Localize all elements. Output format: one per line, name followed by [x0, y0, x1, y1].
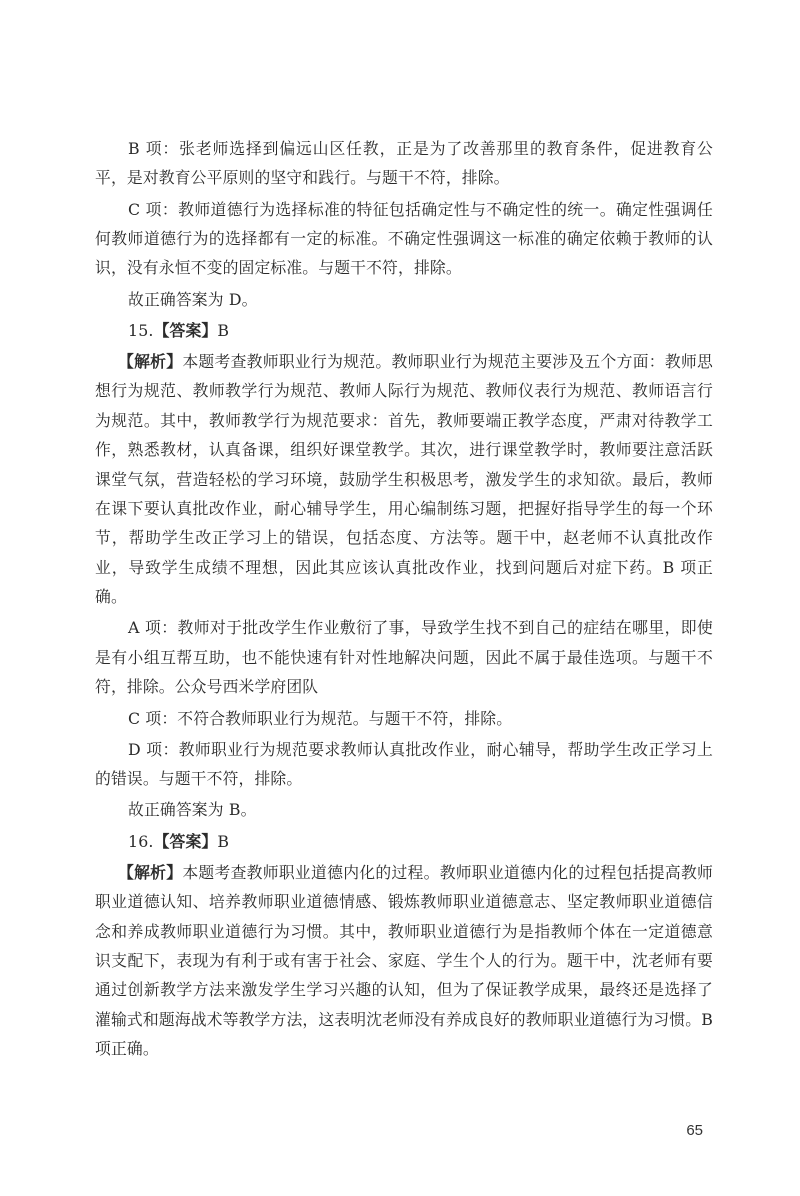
- answer-label: 【答案】: [153, 320, 218, 340]
- paragraph-text: B 项：张老师选择到偏远山区任教，正是为了改善那里的教育条件，促进教育公平，是对教育公平原则的坚守和践行。与题干不符，排除。: [95, 139, 713, 188]
- explanation-label: 【解析】: [118, 352, 183, 372]
- question-16-explanation: [95, 858, 713, 1064]
- explanation-text: 本题考查教师职业行为规范。教师职业行为规范主要涉及五个方面：教师思想行为规范、教师教学行为规范、教师人际行为规范、教师仪表行为规范、教师语言行为规范。其中，教师教学行为规范要求：首先，教师要端正教学态度，严肃对待教学工作，熟悉教材，认真备课，组织好课堂教学。其次，进行课堂教学时，教师要注意活跃课堂气氛，营造轻松的学习环境，鼓励学生积极思考，激发学生的求知欲。最后，教师在课下要认真批改作业，耐心辅导学生，用心编制练习题，把握好指导学生的每一个环节，帮助学生改正学习上的错误，包括态度、方法等。题干中，赵老师不认真批改作业，导致学生成绩不理想，因此其应该认真批改作业，找到问题后对症下药。B 项正确。: [95, 352, 713, 607]
- answer-value: B: [217, 831, 230, 851]
- paragraph-text: D 项：教师职业行为规范要求教师认真批改作业，耐心辅导，帮助学生改正学习上的错误。与题干不符，排除。: [95, 739, 713, 789]
- paragraph-option-a-analysis: [95, 613, 713, 701]
- question-15-explanation: [95, 347, 713, 612]
- question-number: 15.: [128, 320, 154, 340]
- paragraph-text: 故正确答案为 B。: [128, 800, 257, 820]
- page-number: 65: [686, 1122, 703, 1139]
- paragraph-option-c-analysis: [95, 195, 713, 283]
- answer-label: 【答案】: [153, 831, 218, 851]
- question-16-answer: [95, 827, 713, 856]
- answer-value: B: [217, 320, 230, 340]
- paragraph-conclusion-d: [95, 285, 713, 314]
- paragraph-option-b-analysis: [95, 134, 713, 193]
- paragraph-conclusion-b: [95, 795, 713, 824]
- answer-explanation-body: [95, 134, 713, 1065]
- paragraph-text: C 项：教师道德行为选择标准的特征包括确定性与不确定性的统一。确定性强调任何教师道德行为的选择都有一定的标准。不确定性强调这一标准的确定依赖于教师的认识，没有永恒不变的固定标准。与题干不符，排除。: [95, 199, 713, 278]
- explanation-text: 本题考查教师职业道德内化的过程。教师职业道德内化的过程包括提高教师职业道德认知、培养教师职业道德情感、锻炼教师职业道德意志、坚定教师职业道德信念和养成教师职业道德行为习惯。其中，教师职业道德行为是指教师个体在一定道德意识支配下，表现为有利于或有害于社会、家庭、学生个人的行为。题干中，沈老师有要通过创新教学方法来激发学生学习兴趣的认知，但为了保证教学成果，最终还是选择了灌输式和题海战术等教学方法，这表明沈老师没有养成良好的教师职业道德行为习惯。B 项正确。: [95, 862, 713, 1059]
- question-number: 16.: [128, 831, 154, 851]
- paragraph-option-d-analysis: [95, 735, 713, 794]
- explanation-label: 【解析】: [118, 862, 183, 882]
- paragraph-text: A 项：教师对于批改学生作业敷衍了事，导致学生找不到自己的症结在哪里，即使是有小组互帮互助，也不能快速有针对性地解决问题，因此不属于最佳选项。与题干不符，排除。公众号西米学府团队: [95, 618, 713, 697]
- paragraph-text: 故正确答案为 D。: [128, 289, 258, 309]
- paragraph-text: C 项：不符合教师职业行为规范。与题干不符，排除。: [128, 708, 513, 728]
- paragraph-option-c-analysis-15: [95, 704, 713, 733]
- question-15-answer: [95, 316, 713, 345]
